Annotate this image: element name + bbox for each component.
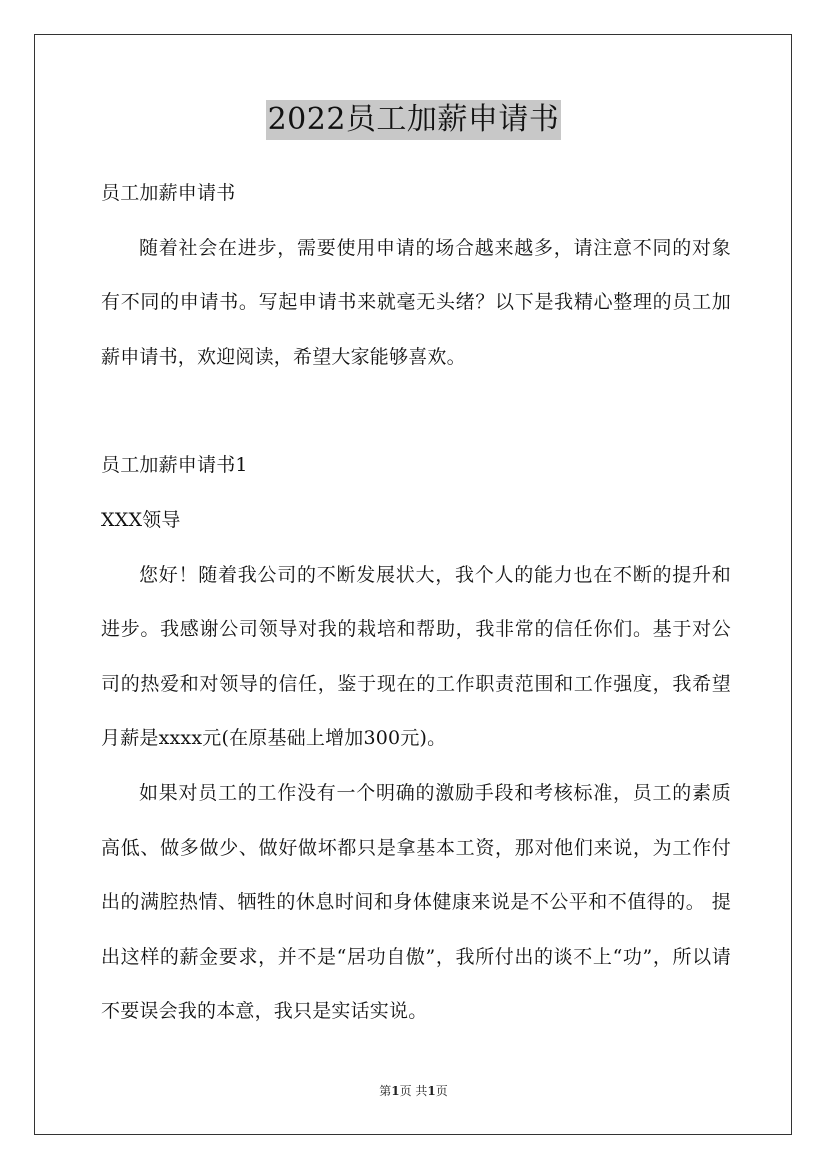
page-footer (0, 1083, 827, 1099)
intro-paragraph: 随着社会在进步，需要使用申请的场合越来越多，请注意不同的对象有不同的申请书。写起申请书来就毫无头绪？以下是我精心整理的员工加薪申请书，欢迎阅读，希望大家能够喜欢。 (101, 236, 731, 368)
page-prefix: 第 (379, 1084, 392, 1098)
page-total: 1 (427, 1084, 436, 1098)
intro-heading: 员工加薪申请书 (101, 182, 236, 204)
section-heading: 员工加薪申请书1 (101, 454, 248, 477)
title-container (0, 100, 827, 140)
page-mid: 页 共 (399, 1084, 428, 1098)
body-paragraph-2: 如果对员工的工作没有一个明确的激励手段和考核标准，员工的素质高低、做多做少、做好做坏都只是拿基本工资，那对他们来说，为工作付出的满腔热情、牺牲的休息时间和身体健康来说是不公平和不值得的。 提出这样的薪金要求，并不是“居功自傲”，我所付出的谈不上“功”，所以请不要误会我的本意，我只是实话实说。 (101, 781, 731, 1023)
section-spacer (101, 384, 731, 438)
body-paragraph-1: 您好！随着我公司的不断发展状大，我个人的能力也在不断的提升和进步。我感谢公司领导对我的栽培和帮助，我非常的信任你们。基于对公司的热爱和对领导的信任，鉴于现在的工作职责范围和工作强度，我希望月薪是xxxx元(在原基础上增加300元)。 (101, 563, 731, 750)
document-body (101, 166, 731, 1039)
salutation: XXX领导 (101, 508, 181, 531)
page-current: 1 (391, 1084, 400, 1098)
page-suffix: 页 (435, 1084, 448, 1098)
document-title: 2022员工加薪申请书 (266, 100, 562, 140)
